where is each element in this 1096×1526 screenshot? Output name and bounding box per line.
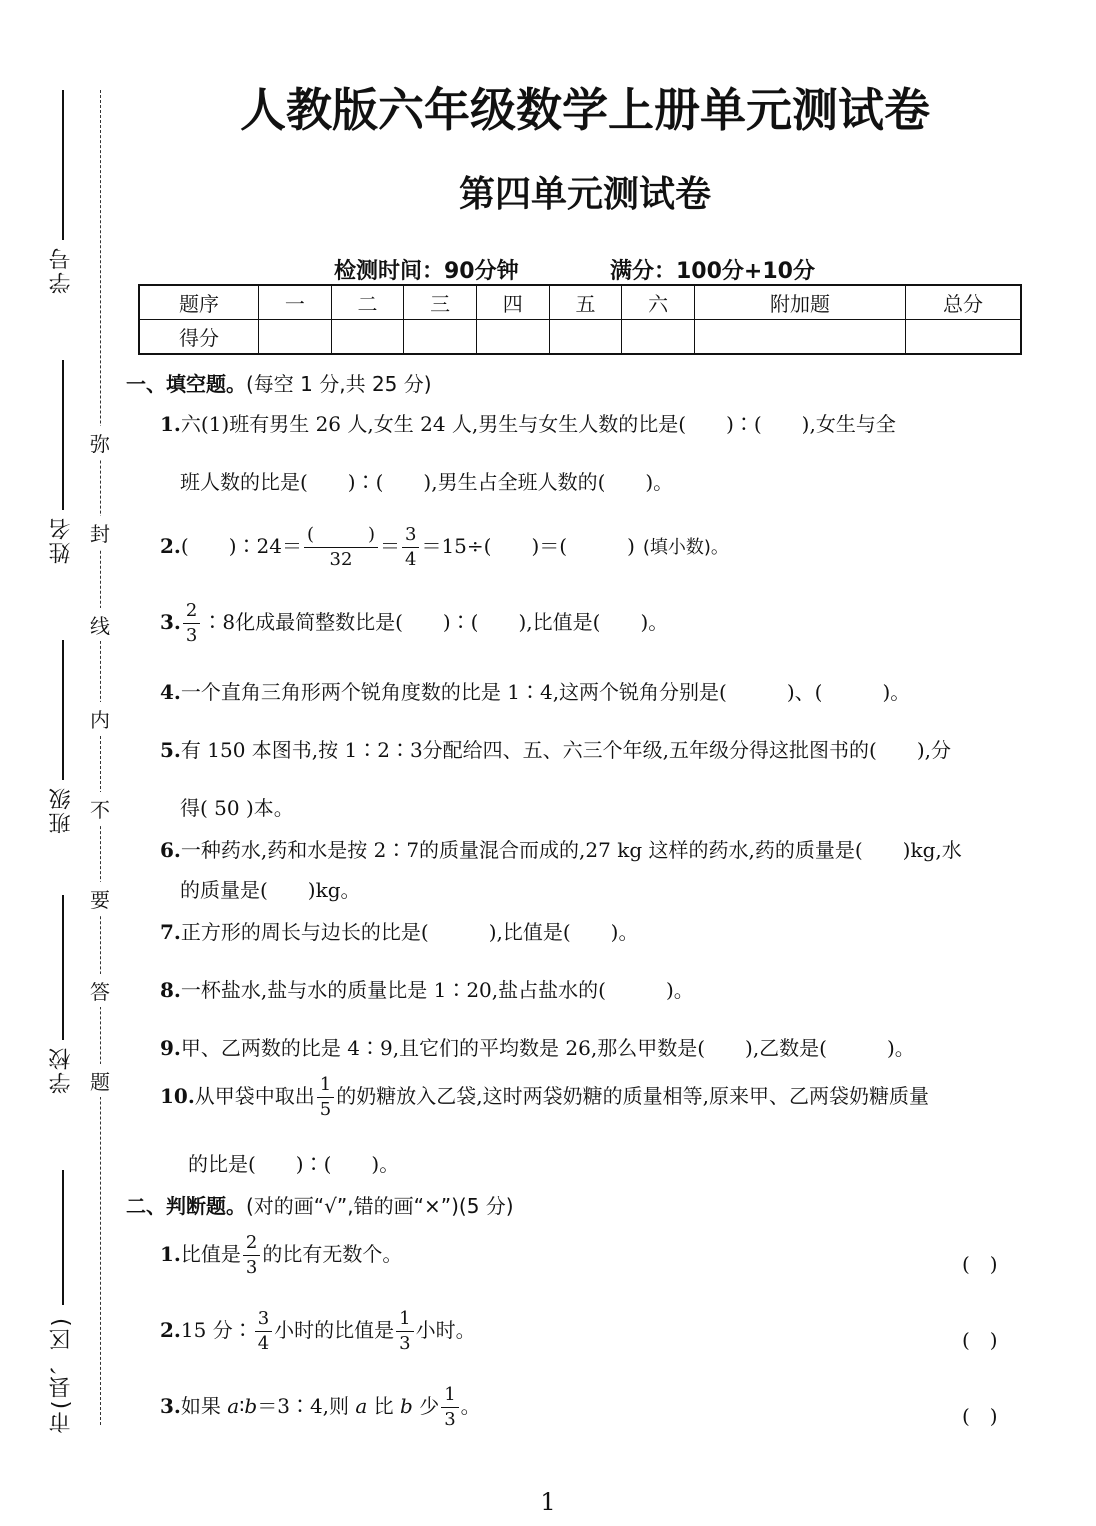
fraction [304,526,378,569]
numerator: 1 [441,1386,458,1408]
answer-parentheses[interactable]: ( ) [962,1328,998,1352]
question-text: 少 [412,1394,440,1418]
page-number: 1 [540,1488,556,1516]
variable-b: b [400,1394,413,1418]
seal-char: 内 [90,702,110,735]
score-table [138,284,1022,355]
question-text: 比 [367,1394,401,1418]
margin-label-city: 市(县、区) [49,1316,74,1434]
question-number: 1. [160,412,181,436]
question-text: ＝15÷( )＝( ) [421,534,635,558]
question-2 [160,526,729,569]
question-number: 8. [160,978,181,1002]
table-cell: 五 [549,285,622,320]
denominator: 3 [245,1257,258,1278]
numerator: 2 [183,602,200,624]
question-6-line2: 的质量是( )kg。 [180,878,361,902]
fraction [317,1076,334,1119]
question-text: 。 [460,1394,481,1418]
seal-char: 答 [90,974,110,1007]
question-text: 的奶糖放入乙袋,这时两袋奶糖的质量相等,原来甲、乙两袋奶糖质量 [336,1084,929,1108]
question-text: 从甲袋中取出 [194,1084,315,1108]
question-number: 7. [160,920,181,944]
margin-label-name: 姓名 [49,516,74,564]
score-input-cell[interactable] [549,320,622,355]
seal-dashed-line [100,90,101,1425]
denominator: 4 [405,549,417,570]
denominator: 3 [399,1333,411,1354]
question-text: 正方形的周长与边长的比是( ),比值是( )。 [180,920,639,944]
score-input-cell[interactable] [259,320,332,355]
judgement-3 [160,1386,481,1429]
answer-parentheses[interactable]: ( ) [962,1404,998,1428]
table-cell: 四 [476,285,549,320]
numerator: 1 [317,1076,334,1098]
question-number: 10. [160,1084,195,1108]
fraction [243,1234,260,1277]
judgement-1 [160,1234,402,1277]
margin-label-student-id: 学号 [49,246,74,294]
section-note: (每空 1 分,共 25 分) [246,372,432,396]
section-2-heading [126,1190,514,1219]
denominator: 3 [185,625,198,646]
question-text: ＝3∶4,则 [257,1394,356,1418]
numerator: ( ) [304,526,378,548]
ratio-colon: ∶ [239,1394,245,1418]
question-text: 15 分∶ [180,1318,253,1342]
score-input-cell[interactable] [476,320,549,355]
fraction [402,526,419,569]
denominator: 32 [329,549,353,570]
question-text: 小时。 [415,1318,476,1342]
margin-label-school: 学校 [49,1046,74,1094]
question-5 [160,734,951,763]
question-text: ∶8化成最简整数比是( )∶( ),比值是( )。 [202,610,669,634]
page-title: 人教版六年级数学上册单元测试卷 [240,83,930,137]
margin-line-1 [62,90,64,240]
fraction [255,1310,272,1353]
margin-line-5 [62,1170,64,1305]
score-input-cell[interactable] [906,320,1022,355]
question-number: 2. [160,1318,181,1342]
question-9 [160,1032,915,1061]
score-input-cell[interactable] [622,320,695,355]
table-cell: 得分 [139,320,259,355]
question-number: 5. [160,738,181,762]
denominator: 5 [319,1099,332,1120]
full-score: 满分：100分+10分 [610,259,815,284]
table-cell: 二 [331,285,404,320]
fraction [396,1310,413,1353]
section-1-heading [126,368,432,397]
score-input-cell[interactable] [404,320,477,355]
table-cell: 总分 [906,285,1022,320]
denominator: 4 [257,1333,270,1354]
test-time: 检测时间：90分钟 [334,259,519,284]
numerator: 1 [396,1310,413,1332]
question-text: 比值是 [180,1242,241,1266]
numerator: 3 [402,526,419,548]
judgement-2 [160,1310,476,1353]
section-title: 一、填空题。 [126,372,246,396]
question-number: 3. [160,1394,181,1418]
question-text: ( )∶24＝ [180,534,302,558]
question-text: 一杯盐水,盐与水的质量比是 1∶20,盐占盐水的( )。 [180,978,694,1002]
score-table-row [139,320,1021,355]
question-number: 1. [160,1242,181,1266]
numerator: 2 [243,1234,260,1256]
score-input-cell[interactable] [694,320,905,355]
question-number: 6. [160,838,181,862]
question-10 [160,1076,929,1119]
denominator: 3 [444,1409,456,1430]
question-text: 如果 [180,1394,228,1418]
fraction [183,602,200,645]
question-number: 4. [160,680,181,704]
table-cell: 一 [259,285,332,320]
question-number: 3. [160,610,181,634]
score-input-cell[interactable] [331,320,404,355]
question-1 [160,408,896,437]
variable-a: a [227,1394,240,1418]
question-6 [160,834,962,863]
question-7 [160,916,638,945]
equals: ＝ [380,534,400,558]
seal-char: 弥 [90,426,110,459]
question-hint: (填小数)。 [642,537,729,558]
table-cell: 三 [404,285,477,320]
variable-a: a [355,1394,368,1418]
margin-label-class: 班级 [49,786,74,834]
section-note: (对的画“√”,错的画“×”)(5 分) [246,1194,514,1218]
question-3 [160,602,668,645]
margin-line-3 [62,640,64,780]
variable-b: b [244,1394,258,1418]
margin-line-2 [62,360,64,510]
numerator: 3 [255,1310,272,1332]
question-text: 的比有无数个。 [262,1242,403,1266]
question-text: 甲、乙两数的比是 4∶9,且它们的平均数是 26,那么甲数是( ),乙数是( )。 [180,1036,915,1060]
seal-char: 不 [90,792,110,825]
question-text: 小时的比值是 [274,1318,395,1342]
question-text: 一个直角三角形两个锐角度数的比是 1∶4,这两个锐角分别是( )、( )。 [180,680,911,704]
page-subtitle: 第四单元测试卷 [458,174,711,215]
question-5-line2: 得( 50 )本。 [180,796,294,820]
question-4 [160,676,910,705]
section-title: 二、判断题。 [126,1194,246,1218]
question-number: 2. [160,534,181,558]
score-table-header [139,285,1021,320]
question-text: 一种药水,药和水是按 2∶7的质量混合而成的,27 kg 这样的药水,药的质量是( )kg,水 [180,838,962,862]
margin-line-4 [62,895,64,1040]
question-text: 有 150 本图书,按 1∶2∶3分配给四、五、六三个年级,五年级分得这批图书的( ),分 [180,738,951,762]
table-cell: 题序 [139,285,259,320]
answer-parentheses[interactable]: ( ) [962,1252,998,1276]
table-cell: 附加题 [694,285,905,320]
seal-char: 线 [90,608,110,641]
seal-char: 要 [90,882,110,915]
question-1-line2: 班人数的比是( )∶( ),男生占全班人数的( )。 [180,470,674,494]
fraction [441,1386,458,1429]
seal-char: 题 [90,1064,110,1097]
seal-char: 封 [90,516,110,549]
table-cell: 六 [622,285,695,320]
question-10-line2: 的比是( )∶( )。 [188,1152,400,1176]
question-text: 六(1)班有男生 26 人,女生 24 人,男生与女生人数的比是( )∶( ),女生与全 [180,412,896,436]
question-number: 9. [160,1036,181,1060]
question-8 [160,974,694,1003]
